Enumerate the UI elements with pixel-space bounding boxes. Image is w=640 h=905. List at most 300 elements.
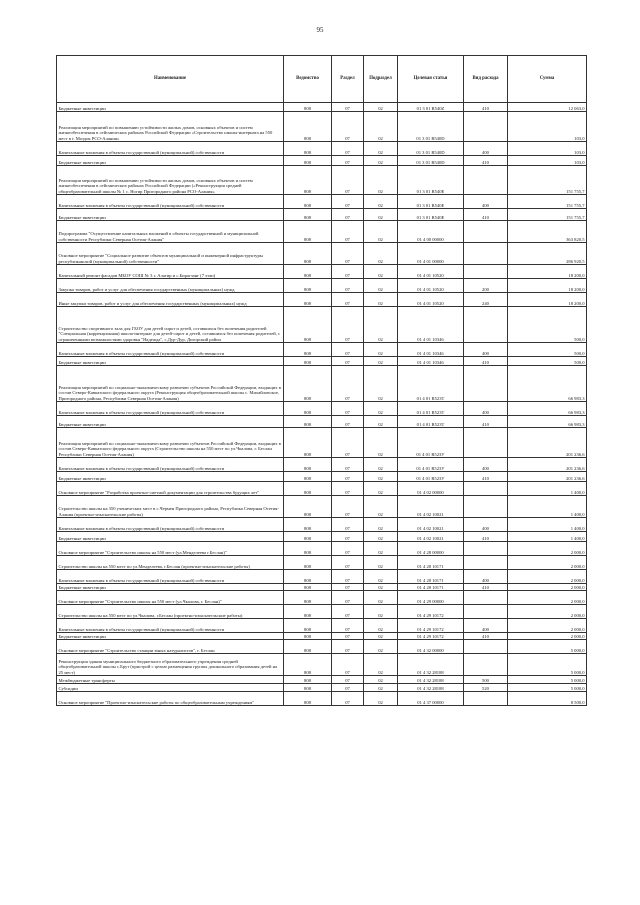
row-razdel: 07 <box>332 357 364 366</box>
row-podrazdel: 02 <box>364 633 398 640</box>
table-row <box>57 542 587 556</box>
row-razdel: 07 <box>332 605 364 619</box>
row-vr <box>464 542 508 556</box>
row-vr <box>464 496 508 518</box>
row-name: Реконструкция здания муниципального бюджетного образовательного учреждения средней общеобразовательной школы с.Брут (пристрой с целью размещения группы дошкольного образования детей на 25 мест) <box>57 654 284 676</box>
row-cs: 01 4 32 28188 <box>398 654 464 676</box>
row-podrazdel: 02 <box>364 103 398 112</box>
row-sum: 18 200,0 <box>508 265 587 279</box>
row-vr: 400 <box>464 142 508 156</box>
row-name: Строительство школы на 550 мест по ул.Менделеева, г.Беслан (проектно-изыскательские работы) <box>57 556 284 570</box>
row-razdel: 07 <box>332 482 364 496</box>
table-row <box>57 166 587 195</box>
row-vr <box>464 591 508 605</box>
row-ved: 808 <box>284 640 332 654</box>
row-cs: 01 4 01 10520 <box>398 293 464 307</box>
row-sum: 18 200,0 <box>508 293 587 307</box>
row-sum: 2 000,0 <box>508 584 587 591</box>
row-vr: 400 <box>464 343 508 357</box>
row-ved: 808 <box>284 605 332 619</box>
table-row <box>57 221 587 243</box>
row-ved: 808 <box>284 633 332 640</box>
row-vr <box>464 692 508 706</box>
row-sum: 2 000,0 <box>508 605 587 619</box>
table-row <box>57 416 587 428</box>
row-sum: 66 983,3 <box>508 366 587 402</box>
table-row <box>57 619 587 633</box>
row-name: Бюджетные инвестиции <box>57 209 284 221</box>
row-vr: 520 <box>464 684 508 692</box>
row-podrazdel: 02 <box>364 692 398 706</box>
row-ved: 808 <box>284 416 332 428</box>
row-razdel: 07 <box>332 619 364 633</box>
row-cs: 01 4 32 00000 <box>398 640 464 654</box>
row-vr: 410 <box>464 156 508 166</box>
row-name: Реализация мероприятий по повышению устойчивости жилых домов, основных объектов и систем жизнеобеспечения в сейсмических районах Российской Федерации «Строительство школы-интерната на 550 мест в г. Моздок РСО-Алания» <box>57 112 284 142</box>
row-vr <box>464 654 508 676</box>
table-header-row <box>57 56 587 103</box>
row-cs: 01 4 32 28188 <box>398 684 464 692</box>
row-podrazdel: 02 <box>364 684 398 692</box>
row-podrazdel: 02 <box>364 416 398 428</box>
row-razdel: 07 <box>332 496 364 518</box>
row-cs: 01 4 01 00000 <box>398 243 464 265</box>
row-name: Капитальные вложения в объекты государственной (муниципальной) собственности <box>57 458 284 472</box>
row-sum: 5 000,0 <box>508 684 587 692</box>
row-cs: 01 4 02 10021 <box>398 518 464 532</box>
row-podrazdel: 02 <box>364 307 398 343</box>
row-name: Капитальные вложения в объекты государственной (муниципальной) собственности <box>57 619 284 633</box>
row-cs: 01 3 01 R540Z <box>398 103 464 112</box>
row-name: Капитальные вложения в объекты государственной (муниципальной) собственности <box>57 343 284 357</box>
row-razdel: 07 <box>332 366 364 402</box>
row-cs: 01 4 01 10346 <box>398 357 464 366</box>
row-name: Основное мероприятие "Строительство станции юных натуралистов", г. Беслан <box>57 640 284 654</box>
row-podrazdel: 02 <box>364 265 398 279</box>
table-row <box>57 496 587 518</box>
row-sum: 8 500,0 <box>508 692 587 706</box>
row-podrazdel: 02 <box>364 591 398 605</box>
table-row <box>57 472 587 482</box>
table-row <box>57 532 587 542</box>
row-cs: 01 3 01 R540E <box>398 195 464 209</box>
row-ved: 808 <box>284 279 332 293</box>
row-ved: 808 <box>284 684 332 692</box>
row-razdel: 07 <box>332 542 364 556</box>
row-podrazdel: 02 <box>364 209 398 221</box>
table-row <box>57 591 587 605</box>
row-razdel: 07 <box>332 103 364 112</box>
row-name: Основное мероприятие "Строительство школы на 550 мест (ул.Чкалова, г. Беслан)" <box>57 591 284 605</box>
row-vr <box>464 243 508 265</box>
row-cs: 01 3 01 R540D <box>398 112 464 142</box>
row-razdel: 07 <box>332 195 364 209</box>
row-sum: 151 755,7 <box>508 166 587 195</box>
budget-table <box>56 55 587 706</box>
row-name: Бюджетные инвестиции <box>57 103 284 112</box>
row-vr <box>464 112 508 142</box>
row-ved: 808 <box>284 195 332 209</box>
row-cs: 01 4 02 00000 <box>398 482 464 496</box>
table-row <box>57 556 587 570</box>
table-row <box>57 482 587 496</box>
row-podrazdel: 02 <box>364 402 398 416</box>
row-podrazdel: 02 <box>364 584 398 591</box>
row-ved: 808 <box>284 692 332 706</box>
header-summa: Сумма <box>508 56 587 103</box>
row-name: Бюджетные инвестиции <box>57 633 284 640</box>
row-cs: 01 3 01 R540E <box>398 166 464 195</box>
row-vr: 410 <box>464 416 508 428</box>
row-cs: 01 3 01 R540D <box>398 142 464 156</box>
row-name: Реализация мероприятий по социально-экономическому развитию субъектов Российской Федерации, входящих в состав Северо-Кавказского федерального округа (Строительство школы на 550 мест по ул.Чкалова, г. Беслан Республики Северная Осетия-Алания) <box>57 428 284 458</box>
row-vr <box>464 640 508 654</box>
table-row <box>57 633 587 640</box>
row-name: Капитальные вложения в объекты государственной (муниципальной) собственности <box>57 570 284 584</box>
row-cs: 01 4 02 10021 <box>398 496 464 518</box>
row-sum: 1 400,0 <box>508 482 587 496</box>
row-name: Основное мероприятие "Проектно-изыскательские работы по общеобразовательным учреждениям" <box>57 692 284 706</box>
row-podrazdel: 02 <box>364 640 398 654</box>
row-name: Бюджетные инвестиции <box>57 584 284 591</box>
row-sum: 18 200,0 <box>508 279 587 293</box>
table-row <box>57 692 587 706</box>
row-ved: 808 <box>284 166 332 195</box>
row-podrazdel: 02 <box>364 195 398 209</box>
row-name: Бюджетные инвестиции <box>57 156 284 166</box>
row-vr <box>464 307 508 343</box>
row-sum: 2 000,0 <box>508 619 587 633</box>
table-row <box>57 366 587 402</box>
row-podrazdel: 02 <box>364 518 398 532</box>
row-razdel: 07 <box>332 556 364 570</box>
row-razdel: 07 <box>332 458 364 472</box>
row-ved: 808 <box>284 532 332 542</box>
row-sum: 5 000,0 <box>508 676 587 684</box>
row-ved: 808 <box>284 472 332 482</box>
row-razdel: 07 <box>332 676 364 684</box>
row-podrazdel: 02 <box>364 142 398 156</box>
row-razdel: 07 <box>332 279 364 293</box>
row-razdel: 07 <box>332 584 364 591</box>
row-sum: 500,0 <box>508 307 587 343</box>
row-ved: 808 <box>284 556 332 570</box>
row-sum: 66 983,3 <box>508 402 587 416</box>
row-ved: 808 <box>284 357 332 366</box>
row-vr <box>464 166 508 195</box>
row-sum: 151 755,7 <box>508 195 587 209</box>
row-podrazdel: 02 <box>364 293 398 307</box>
row-name: Иные закупки товаров, работ и услуг для обеспечения государственных (муниципальных) нужд <box>57 293 284 307</box>
table-row <box>57 112 587 142</box>
row-podrazdel: 02 <box>364 605 398 619</box>
row-vr <box>464 428 508 458</box>
row-podrazdel: 02 <box>364 166 398 195</box>
row-cs: 01 4 28 10171 <box>398 570 464 584</box>
row-razdel: 07 <box>332 243 364 265</box>
row-podrazdel: 02 <box>364 112 398 142</box>
row-sum: 500,0 <box>508 343 587 357</box>
row-vr: 410 <box>464 633 508 640</box>
row-sum: 2 000,0 <box>508 542 587 556</box>
row-podrazdel: 02 <box>364 654 398 676</box>
row-name: Реализация мероприятий по повышению устойчивости жилых домов, основных объектов и систем жизнеобеспечения в сейсмических районах Российской Федерации («Реконструкция средней общеобразовательной школы № 1 с. Ногир Пригородного района РСО-Алания» <box>57 166 284 195</box>
header-cs: Целевая статья <box>398 56 464 103</box>
row-razdel: 07 <box>332 402 364 416</box>
row-name: Капитальные вложения в объекты государственной (муниципальной) собственности <box>57 518 284 532</box>
row-name: Строительство спортивного зала для ГБОУ для детей сирот и детей, оставшихся без попечения родителей "Специальная (коррекционная) школа-интернат для детей-сирот и детей, оставшихся без попечения родителей, с ограниченными возможностями здоровья "Надежда", с.Дур-Дур, Дигорский район <box>57 307 284 343</box>
table-body <box>57 103 587 706</box>
row-razdel: 07 <box>332 307 364 343</box>
row-podrazdel: 02 <box>364 482 398 496</box>
row-sum: 2 000,0 <box>508 591 587 605</box>
row-vr: 410 <box>464 472 508 482</box>
row-podrazdel: 02 <box>364 542 398 556</box>
row-cs: 01 4 32 28188 <box>398 676 464 684</box>
row-ved: 808 <box>284 243 332 265</box>
row-ved: 808 <box>284 307 332 343</box>
row-razdel: 07 <box>332 684 364 692</box>
table-row <box>57 676 587 684</box>
row-vr: 240 <box>464 293 508 307</box>
row-vr: 410 <box>464 103 508 112</box>
row-podrazdel: 02 <box>364 156 398 166</box>
table-row <box>57 570 587 584</box>
page-number: 95 <box>316 26 324 34</box>
row-vr: 400 <box>464 570 508 584</box>
table-row <box>57 458 587 472</box>
table-row <box>57 293 587 307</box>
row-podrazdel: 02 <box>364 221 398 243</box>
row-name: Капитальный ремонт фасадов МБОУ СОШ № 3 г. Алагир и с.Бирагзанг (7 этап) <box>57 265 284 279</box>
row-sum: 363 820,5 <box>508 221 587 243</box>
row-sum: 2 000,0 <box>508 570 587 584</box>
row-razdel: 07 <box>332 343 364 357</box>
row-name: Закупка товаров, работ и услуг для обеспечения государственных (муниципальных) нужд <box>57 279 284 293</box>
row-cs: 01 4 28 10171 <box>398 584 464 591</box>
row-vr: 400 <box>464 518 508 532</box>
table-row <box>57 684 587 692</box>
row-razdel: 07 <box>332 112 364 142</box>
row-cs: 01 4 29 10172 <box>398 619 464 633</box>
row-cs: 01 4 01 R523Т <box>398 416 464 428</box>
row-name: Бюджетные инвестиции <box>57 416 284 428</box>
table-row <box>57 640 587 654</box>
table-row <box>57 654 587 676</box>
row-sum: 2 000,0 <box>508 556 587 570</box>
row-ved: 808 <box>284 458 332 472</box>
row-cs: 01 3 01 R540E <box>398 209 464 221</box>
row-name: Субсидии <box>57 684 284 692</box>
row-podrazdel: 02 <box>364 496 398 518</box>
row-cs: 01 4 01 10520 <box>398 265 464 279</box>
row-razdel: 07 <box>332 633 364 640</box>
row-name: Бюджетные инвестиции <box>57 532 284 542</box>
row-sum: 201 236,6 <box>508 428 587 458</box>
row-cs: 01 4 01 10346 <box>398 343 464 357</box>
row-podrazdel: 02 <box>364 556 398 570</box>
row-podrazdel: 02 <box>364 279 398 293</box>
row-ved: 808 <box>284 343 332 357</box>
row-cs: 01 4 37 00000 <box>398 692 464 706</box>
row-name: Строительство школы на 550 мест по ул.Чкалова, г.Беслан (проектно-изыскательские работы) <box>57 605 284 619</box>
table-row <box>57 209 587 221</box>
row-name: Межбюджетные трансферты <box>57 676 284 684</box>
row-sum: 1 400,0 <box>508 496 587 518</box>
row-sum: 1 400,0 <box>508 518 587 532</box>
row-razdel: 07 <box>332 472 364 482</box>
header-podrazdel: Подраздел <box>364 56 398 103</box>
row-sum: 201 236,6 <box>508 472 587 482</box>
row-vr <box>464 366 508 402</box>
row-vr: 400 <box>464 402 508 416</box>
table-row <box>57 142 587 156</box>
row-sum: 66 983,3 <box>508 416 587 428</box>
row-cs: 01 4 01 R523У <box>398 472 464 482</box>
row-sum: 500,0 <box>508 357 587 366</box>
row-podrazdel: 02 <box>364 472 398 482</box>
row-name: Капитальные вложения в объекты государственной (муниципальной) собственности <box>57 195 284 209</box>
row-razdel: 07 <box>332 591 364 605</box>
row-cs: 01 4 01 10520 <box>398 279 464 293</box>
row-vr: 400 <box>464 458 508 472</box>
row-name: Основное мероприятие "Строительство школы на 550 мест (ул.Менделеева г.Беслан)" <box>57 542 284 556</box>
row-name: Строительство школы на 350 ученических мест в с.Чермен Пригородного района, Республика Северная Осетия-Алания (проектно-изыскательские работы) <box>57 496 284 518</box>
table-row <box>57 156 587 166</box>
row-sum: 201 236,6 <box>508 458 587 472</box>
row-sum: 103,0 <box>508 142 587 156</box>
row-razdel: 07 <box>332 640 364 654</box>
row-name: Капитальные вложения в объекты государственной (муниципальной) собственности <box>57 142 284 156</box>
table-row <box>57 584 587 591</box>
row-podrazdel: 02 <box>364 343 398 357</box>
row-vr: 400 <box>464 195 508 209</box>
row-razdel: 07 <box>332 654 364 676</box>
row-vr <box>464 265 508 279</box>
row-vr: 200 <box>464 279 508 293</box>
row-ved: 808 <box>284 103 332 112</box>
header-ved: Ведомство <box>284 56 332 103</box>
row-razdel: 07 <box>332 166 364 195</box>
row-ved: 808 <box>284 402 332 416</box>
row-cs: 01 4 28 00000 <box>398 542 464 556</box>
row-vr <box>464 605 508 619</box>
row-podrazdel: 02 <box>364 357 398 366</box>
row-ved: 808 <box>284 112 332 142</box>
row-podrazdel: 02 <box>364 676 398 684</box>
row-name: Основное мероприятие "Социальное развитие объектов муниципальной и инженерной инфраструктуры республиканской (муниципальной) собственности" <box>57 243 284 265</box>
row-razdel: 07 <box>332 532 364 542</box>
table-row <box>57 402 587 416</box>
table-row <box>57 307 587 343</box>
row-sum: 2 000,0 <box>508 633 587 640</box>
row-podrazdel: 02 <box>364 619 398 633</box>
row-podrazdel: 02 <box>364 243 398 265</box>
row-name: Капитальные вложения в объекты государственной (муниципальной) собственности <box>57 402 284 416</box>
row-cs: 01 4 01 10346 <box>398 307 464 343</box>
row-cs: 01 4 02 10021 <box>398 532 464 542</box>
row-ved: 808 <box>284 293 332 307</box>
row-ved: 808 <box>284 584 332 591</box>
row-razdel: 07 <box>332 518 364 532</box>
row-name: Подпрограмма "Осуществление капитальных вложений в объекты государственной и муниципальной собственности Республики Северная Осетия-Алания" <box>57 221 284 243</box>
row-ved: 808 <box>284 619 332 633</box>
row-podrazdel: 02 <box>364 366 398 402</box>
table-row <box>57 279 587 293</box>
row-ved: 808 <box>284 591 332 605</box>
row-vr: 410 <box>464 209 508 221</box>
row-cs: 01 4 01 R523У <box>398 428 464 458</box>
row-vr <box>464 221 508 243</box>
table-row <box>57 518 587 532</box>
row-razdel: 07 <box>332 142 364 156</box>
row-sum: 5 000,0 <box>508 640 587 654</box>
row-vr: 410 <box>464 357 508 366</box>
row-name: Бюджетные инвестиции <box>57 472 284 482</box>
row-name: Реализация мероприятий по социально-экономическому развитию субъектов Российской Федерации, входящих в состав Северо-Кавказского федерального округа (Реконструкция общеобразовательной школы с. Михайловское, Пригородного района, Республики Северная Осетия-Алания) <box>57 366 284 402</box>
row-sum: 103,0 <box>508 156 587 166</box>
row-vr: 410 <box>464 584 508 591</box>
table-row <box>57 103 587 112</box>
table-row <box>57 243 587 265</box>
row-sum: 151 755,7 <box>508 209 587 221</box>
row-ved: 808 <box>284 542 332 556</box>
row-ved: 808 <box>284 142 332 156</box>
table-row <box>57 343 587 357</box>
row-razdel: 07 <box>332 221 364 243</box>
row-ved: 808 <box>284 428 332 458</box>
row-vr: 400 <box>464 619 508 633</box>
row-sum: 103,0 <box>508 112 587 142</box>
row-razdel: 07 <box>332 293 364 307</box>
row-razdel: 07 <box>332 428 364 458</box>
row-ved: 808 <box>284 676 332 684</box>
header-razdel: Раздел <box>332 56 364 103</box>
row-name: Основное мероприятие "Разработка проектно-сметной документации для строительства будущих лет" <box>57 482 284 496</box>
row-cs: 01 4 29 10172 <box>398 605 464 619</box>
row-podrazdel: 02 <box>364 570 398 584</box>
row-ved: 808 <box>284 570 332 584</box>
row-ved: 808 <box>284 518 332 532</box>
row-cs: 01 4 01 R523Т <box>398 366 464 402</box>
row-ved: 808 <box>284 482 332 496</box>
row-vr: 500 <box>464 676 508 684</box>
row-cs: 01 4 01 R523У <box>398 458 464 472</box>
row-cs: 01 3 01 R540D <box>398 156 464 166</box>
table-row <box>57 265 587 279</box>
table-row <box>57 195 587 209</box>
row-razdel: 07 <box>332 416 364 428</box>
row-vr <box>464 556 508 570</box>
row-sum: 5 000,0 <box>508 654 587 676</box>
row-ved: 808 <box>284 366 332 402</box>
row-sum: 286 920,5 <box>508 243 587 265</box>
row-sum: 12 063,0 <box>508 103 587 112</box>
row-cs: 01 4 01 R523Т <box>398 402 464 416</box>
row-vr: 410 <box>464 532 508 542</box>
row-ved: 808 <box>284 654 332 676</box>
row-razdel: 07 <box>332 692 364 706</box>
table-row <box>57 605 587 619</box>
row-razdel: 07 <box>332 156 364 166</box>
row-ved: 808 <box>284 496 332 518</box>
row-cs: 01 4 28 10171 <box>398 556 464 570</box>
row-name: Бюджетные инвестиции <box>57 357 284 366</box>
row-cs: 01 4 29 00000 <box>398 591 464 605</box>
row-ved: 808 <box>284 221 332 243</box>
row-cs: 01 4 00 00000 <box>398 221 464 243</box>
row-podrazdel: 02 <box>364 428 398 458</box>
